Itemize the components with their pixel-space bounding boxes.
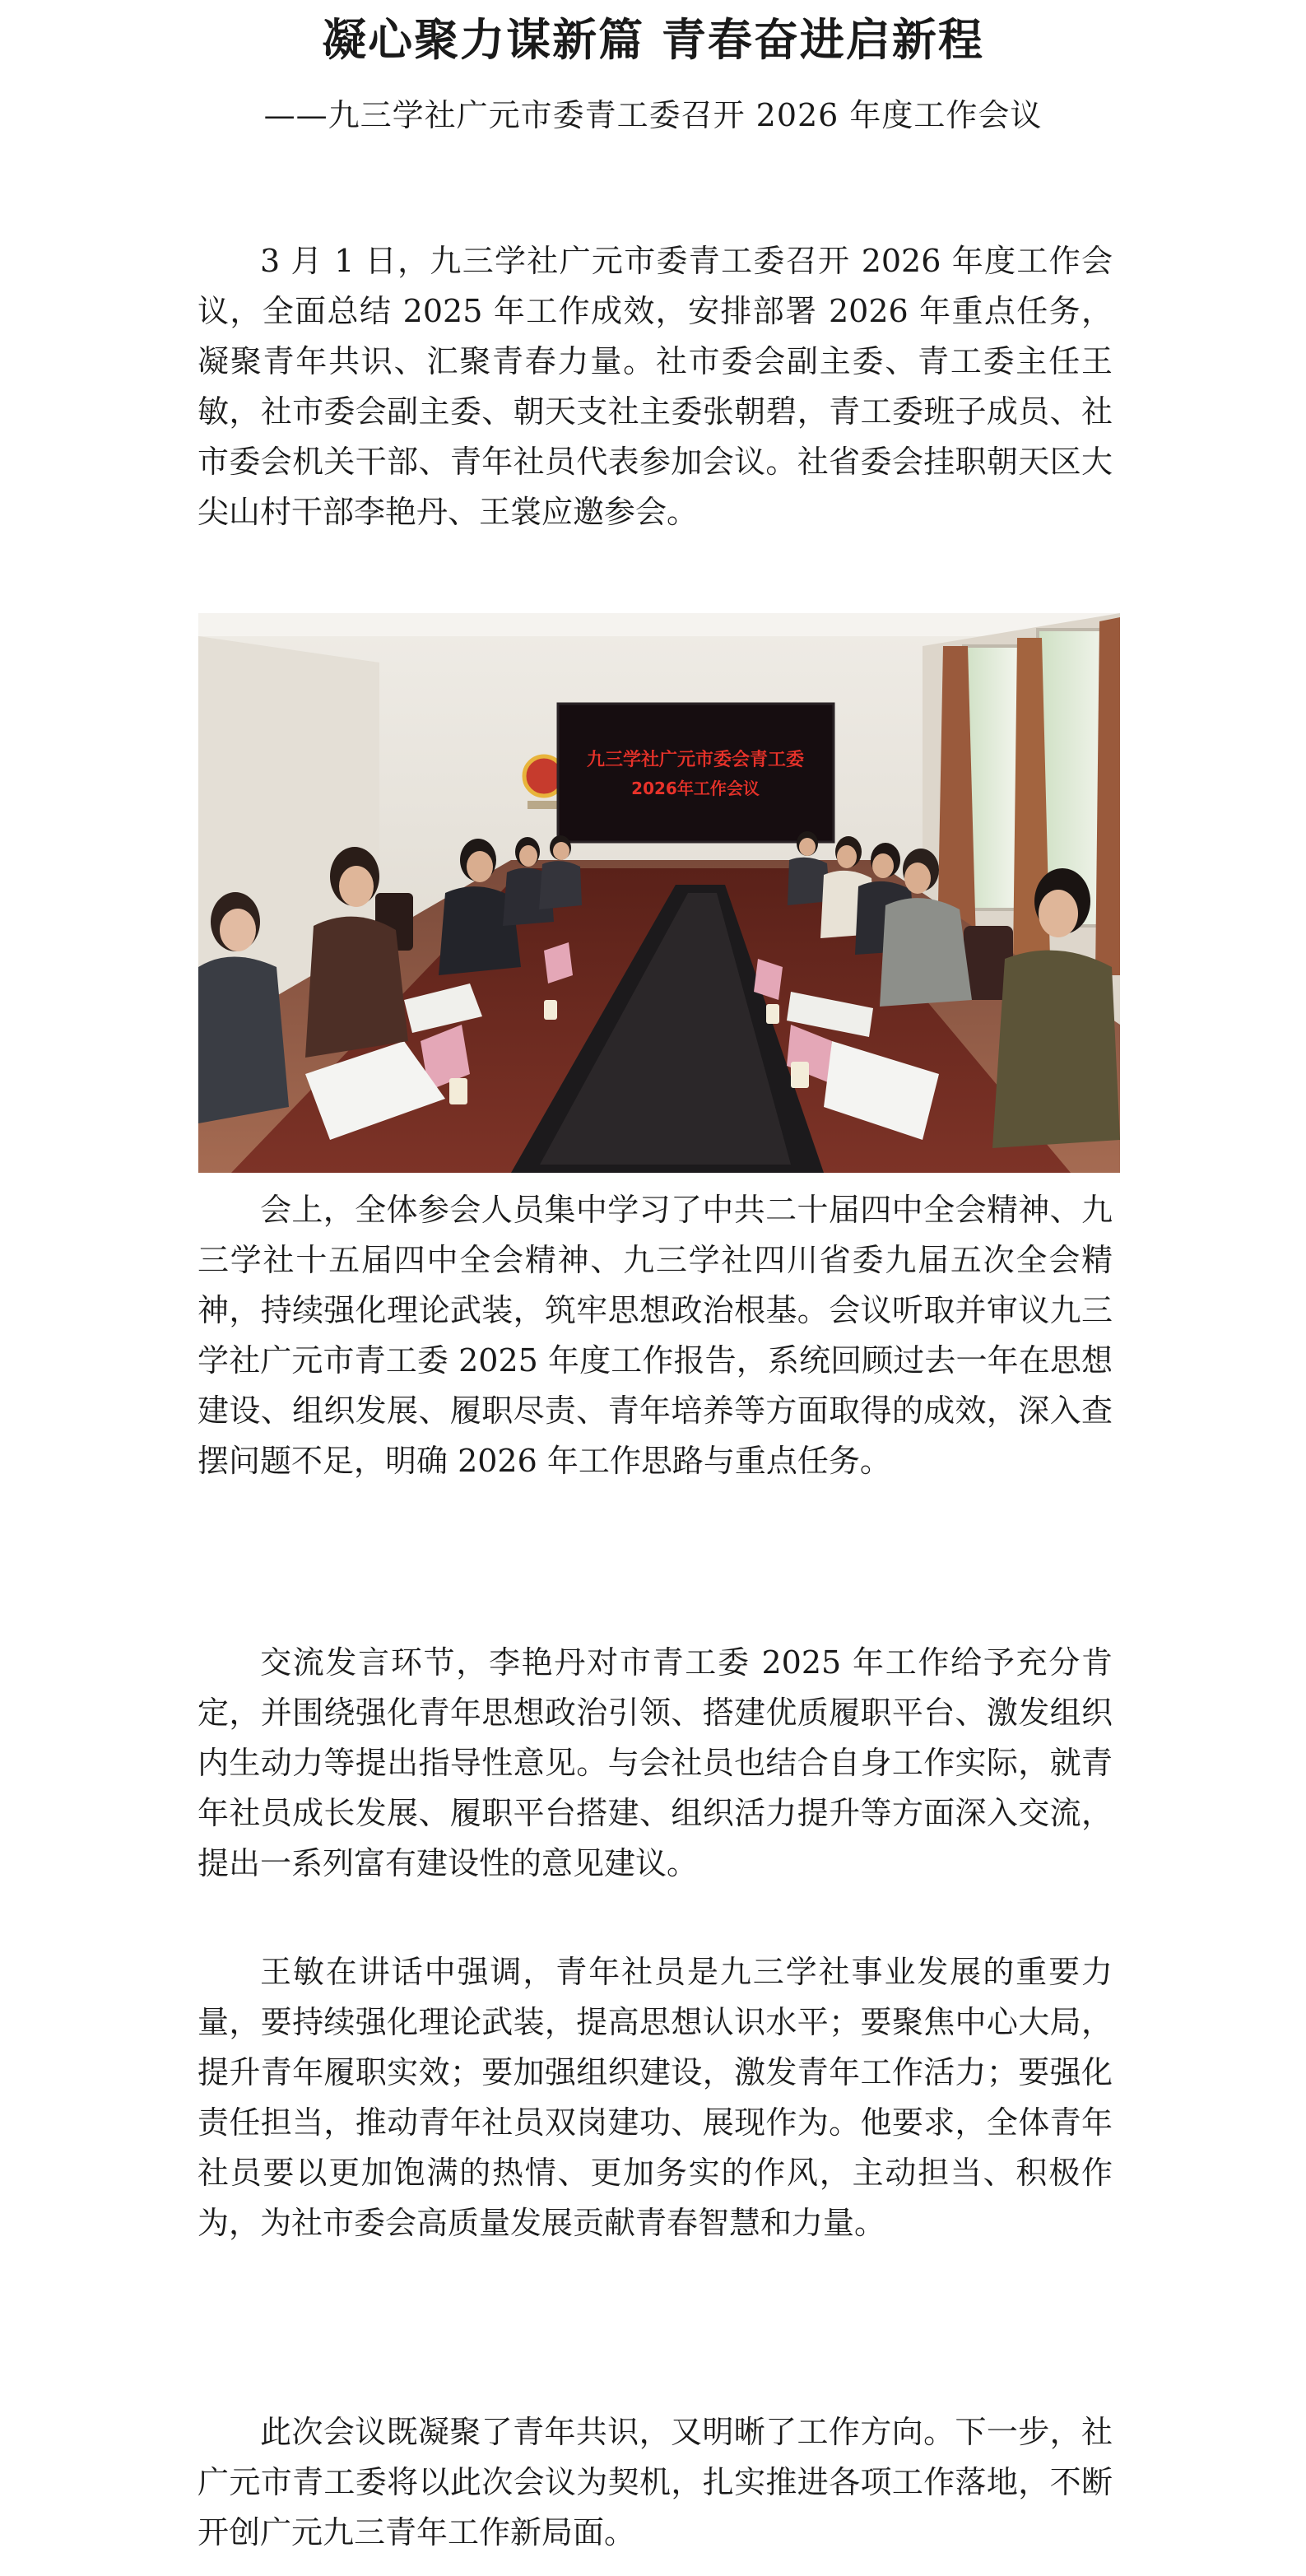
paragraph-3: 交流发言环节，李艳丹对市青工委 2025 年工作给予充分肯定，并围绕强化青年思想政治引领、搭建优质履职平台、激发组织内生动力等提出指导性意见。与会社员也结合自身工作实际，就青年社员成长发展、履职平台搭建、组织活力提升等方面深入交流，提出一系列富有建设性的意见建议。 (198, 1644, 1113, 1881)
meeting-photo (198, 613, 1120, 1173)
paragraph-4: 王敏在讲话中强调，青年社员是九三学社事业发展的重要力量，要持续强化理论武装，提高思想认识水平；要聚焦中心大局，提升青年履职实效；要加强组织建设，激发青年工作活力；要强化责任担当，推动青年社员双岗建功、展现作为。他要求，全体青年社员要以更加饱满的热情、更加务实的作风，主动担当、积极作为，为社市委会高质量发展贡献青春智慧和力量。 (198, 1954, 1113, 2241)
screen-line-2: 2026年工作会议 (631, 779, 760, 798)
paragraph-2: 会上，全体参会人员集中学习了中共二十届四中全会精神、九三学社十五届四中全会精神、九三学社四川省委九届五次全会精神，持续强化理论武装，筑牢思想政治根基。会议听取并审议九三学社广元市青工委 2025 年度工作报告，系统回顾过去一年在思想建设、组织发展、履职尽责、青年培养等方面取得的成效，深入查摆问题不足，明确 2026 年工作思路与重点任务。 (198, 1192, 1113, 1479)
article-title: 凝心聚力谋新篇 青春奋进启新程 (322, 13, 984, 66)
article-subtitle: ——九三学社广元市委青工委召开 2026 年度工作会议 (263, 97, 1043, 133)
led-screen (558, 704, 834, 842)
paragraph-1: 3 月 1 日，九三学社广元市委青工委召开 2026 年度工作会议，全面总结 2025 年工作成效，安排部署 2026 年重点任务，凝聚青年共识、汇聚青春力量。社市委会副主委、青工委主任王敏，社市委会副主委、朝天支社主委张朝碧，青工委班子成员、社市委会机关干部、青年社员代表参加会议。社省委会挂职朝天区大尖山村干部李艳丹、王裳应邀参会。 (198, 243, 1113, 530)
paragraph-5: 此次会议既凝聚了青年共识，又明晰了工作方向。下一步，社广元市青工委将以此次会议为契机，扎实推进各项工作落地，不断开创广元九三青年工作新局面。 (198, 2414, 1113, 2550)
screen-line-1: 九三学社广元市委会青工委 (586, 750, 805, 770)
